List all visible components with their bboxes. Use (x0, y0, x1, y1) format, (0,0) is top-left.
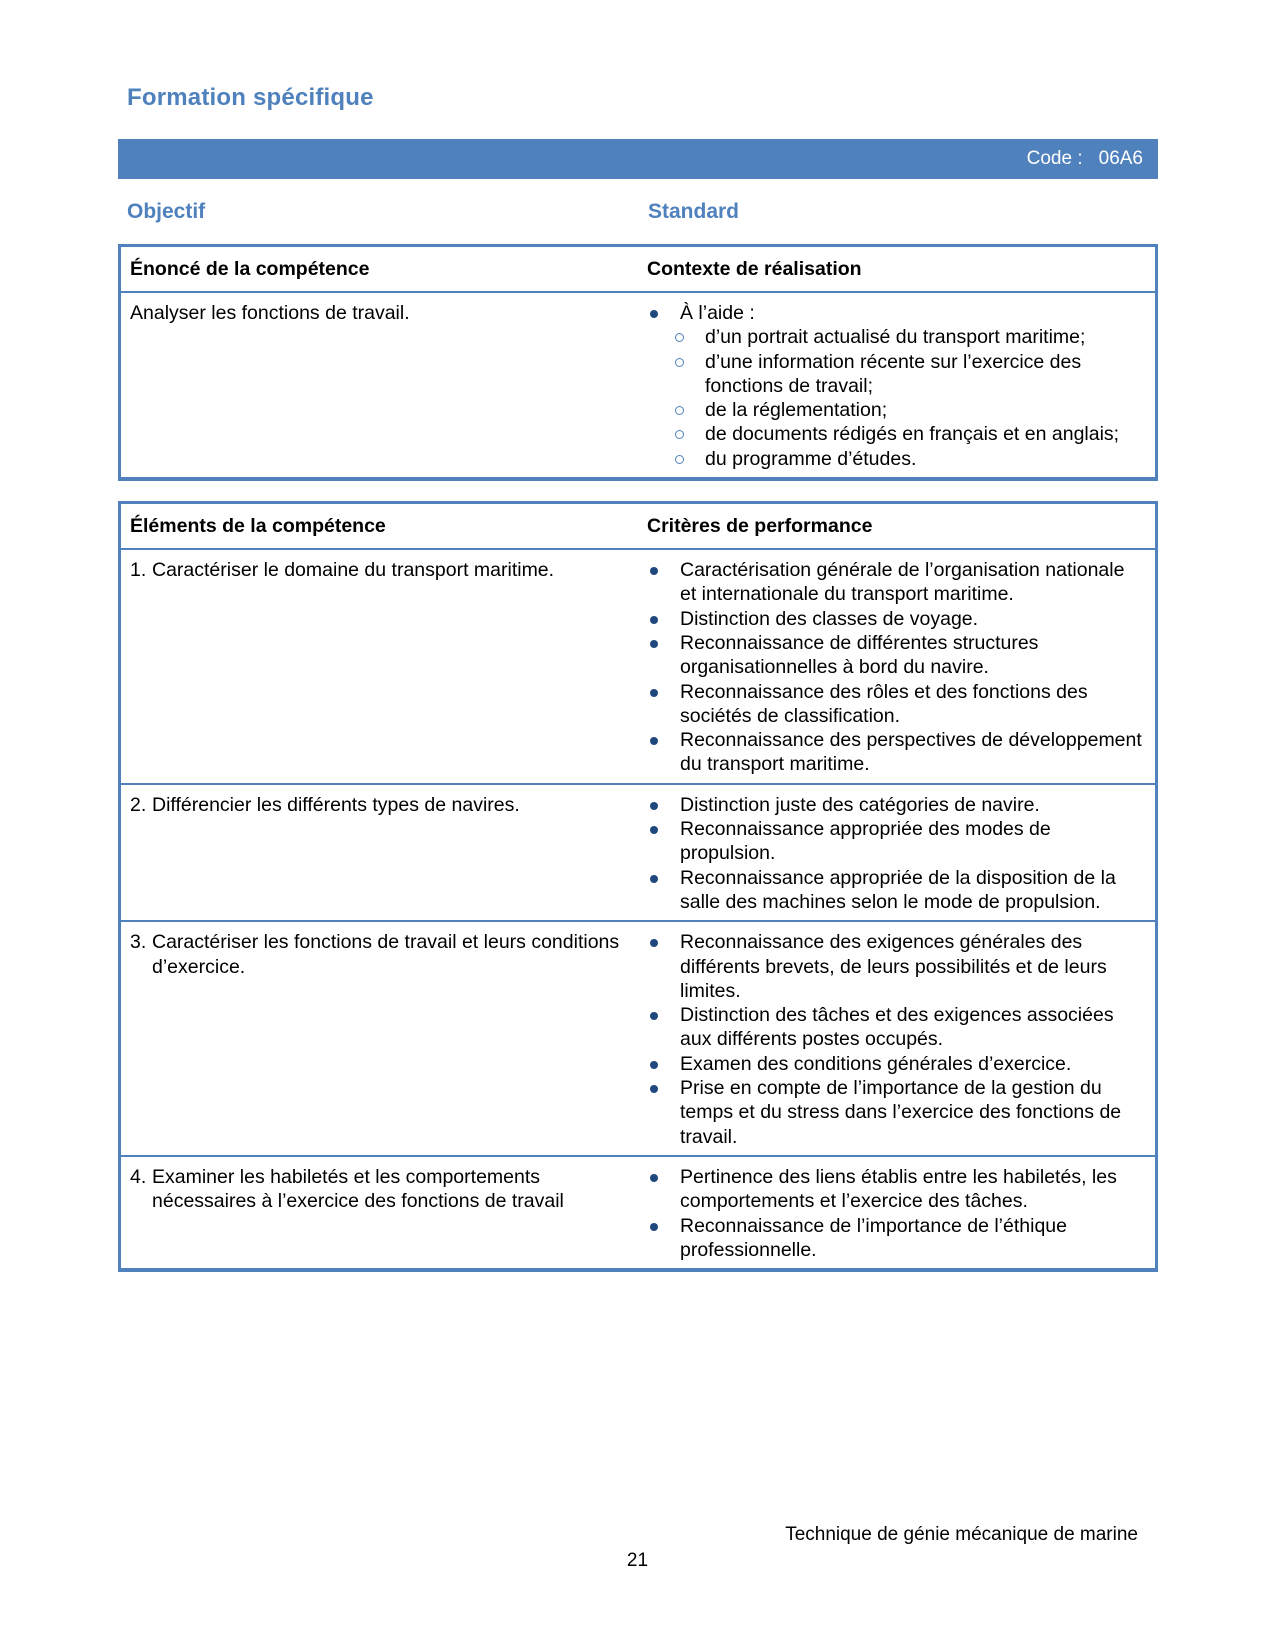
bullet-text: Pertinence des liens établis entre les habiletés, les comportements et l’exercice des tâches. (680, 1165, 1117, 1213)
competence-cell: Analyser les fonctions de travail. (130, 302, 410, 324)
bullet-item (647, 1165, 1143, 1214)
page-content (118, 0, 1158, 1272)
sub-bullet-item (675, 350, 1143, 399)
sub-bullet-item (675, 325, 1143, 349)
page-number: 21 (626, 1550, 649, 1571)
bullet-icon (650, 567, 658, 575)
sub-bullet-text: du programme d’études. (705, 447, 917, 470)
enonce-table (118, 244, 1158, 481)
criteria-bullet-list (647, 793, 1143, 914)
criteria-bullet-list (647, 1165, 1143, 1262)
bullet-item (647, 680, 1143, 729)
bullet-icon (650, 1012, 658, 1020)
sub-bullet-item (675, 447, 1143, 471)
numbered-item (130, 930, 626, 979)
sub-bullet-list (680, 325, 1143, 471)
numbered-item (130, 793, 626, 817)
bullet-icon (650, 1223, 658, 1231)
numbered-item (130, 1165, 626, 1214)
bullet-text: Reconnaissance de l’importance de l’éthique professionnelle. (680, 1214, 1067, 1261)
bullet-text: Reconnaissance appropriée des modes de propulsion. (680, 818, 1051, 865)
bullet-item (647, 1052, 1143, 1076)
item-number: 2. (130, 793, 147, 816)
bullet-text: Reconnaissance de différentes structures organisationnelles à bord du navire. (680, 631, 1039, 679)
bullet-icon (650, 737, 658, 745)
bullet-item (647, 631, 1143, 680)
table-row (120, 784, 1157, 921)
sub-bullet-text: de la réglementation; (705, 399, 888, 422)
bullet-text: Reconnaissance des perspectives de développement du transport maritime. (680, 729, 1142, 776)
bullet-text: À l’aide : (680, 302, 755, 324)
bullet-icon (650, 689, 658, 697)
elements-header-cell: Éléments de la compétence (120, 503, 639, 550)
bullet-text: Reconnaissance des rôles et des fonctions des sociétés de classification. (680, 680, 1088, 727)
bullet-icon (650, 310, 658, 318)
circle-bullet-icon (675, 455, 684, 464)
element-cell (120, 1156, 639, 1270)
elements-header-row (120, 503, 1157, 550)
bullet-text: Distinction des tâches et des exigences associées aux différents postes occupés. (680, 1004, 1114, 1051)
standard-heading: Standard (648, 200, 740, 223)
bullet-item (647, 1214, 1143, 1263)
enonce-header-row (120, 246, 1157, 293)
bullet-item (647, 1003, 1143, 1052)
element-cell (120, 921, 639, 1156)
bullet-text: Prise en compte de l’importance de la gestion du temps et du stress dans l’exercice des fonctions de travail. (680, 1077, 1122, 1148)
criteria-bullet-list (647, 930, 1143, 1149)
code-value: 06A6 (1098, 148, 1143, 169)
bullet-text: Reconnaissance des exigences générales des différents brevets, de leurs possibilités et de leurs limites. (680, 931, 1107, 1002)
circle-bullet-icon (675, 358, 684, 367)
elements-table (118, 501, 1158, 1272)
code-bar (118, 139, 1158, 179)
criteria-cell (638, 921, 1157, 1156)
item-number: 1. (130, 559, 147, 582)
item-text: Caractériser les fonctions de travail et leurs conditions d’exercice. (152, 931, 620, 978)
bullet-icon (650, 875, 658, 883)
sub-bullet-item (675, 422, 1143, 446)
contexte-bullet-list (647, 301, 1143, 471)
item-text: Caractériser le domaine du transport maritime. (152, 559, 555, 582)
bullet-item (647, 930, 1143, 1003)
criteres-header-cell: Critères de performance (638, 503, 1157, 550)
bullet-text: Distinction juste des catégories de navire. (680, 793, 1040, 816)
bullet-item (647, 607, 1143, 631)
item-text: Différencier les différents types de navires. (152, 793, 520, 816)
bullet-icon (650, 1061, 658, 1069)
criteria-cell (638, 549, 1157, 784)
enonce-header-cell: Énoncé de la compétence (120, 246, 639, 293)
table-row (120, 549, 1157, 784)
bullet-icon (650, 640, 658, 648)
bullet-text: Reconnaissance appropriée de la disposition de la salle des machines selon le mode de propulsion. (680, 866, 1116, 913)
bullet-item (647, 558, 1143, 607)
bullet-text: Examen des conditions générales d’exercice. (680, 1052, 1072, 1075)
bullet-item (647, 1076, 1143, 1149)
sub-bullet-item (675, 398, 1143, 422)
bullet-icon (650, 826, 658, 834)
criteria-cell (638, 1156, 1157, 1270)
numbered-item (130, 558, 626, 582)
table-row (120, 1156, 1157, 1270)
bullet-icon (650, 1174, 658, 1182)
bullet-text: Distinction des classes de voyage. (680, 607, 979, 630)
bullet-item (647, 793, 1143, 817)
criteria-bullet-list (647, 558, 1143, 777)
element-cell (120, 549, 639, 784)
criteria-cell (638, 784, 1157, 921)
circle-bullet-icon (675, 430, 684, 439)
bullet-item (647, 817, 1143, 866)
bullet-icon (650, 1085, 658, 1093)
item-number: 3. (130, 931, 147, 954)
bullet-icon (650, 802, 658, 810)
code-label: Code : (1026, 148, 1083, 169)
contexte-header-cell: Contexte de réalisation (638, 246, 1157, 293)
footer-program-name: Technique de génie mécanique de marine (785, 1524, 1138, 1545)
circle-bullet-icon (675, 406, 684, 415)
bullet-item (647, 728, 1143, 777)
bullet-text: Caractérisation générale de l’organisation nationale et internationale du transport maritime. (680, 559, 1125, 606)
sub-bullet-text: d’une information récente sur l’exercice des fonctions de travail; (705, 350, 1082, 397)
contexte-cell (638, 292, 1157, 479)
item-text: Examiner les habiletés et les comportements nécessaires à l’exercice des fonctions de travail (152, 1165, 564, 1213)
item-number: 4. (130, 1165, 147, 1188)
sub-bullet-text: d’un portrait actualisé du transport maritime; (705, 326, 1086, 349)
objectif-heading: Objectif (127, 200, 206, 223)
table-row (120, 292, 1157, 479)
sub-bullet-text: de documents rédigés en français et en anglais; (705, 423, 1120, 446)
bullet-icon (650, 939, 658, 947)
circle-bullet-icon (675, 333, 684, 342)
bullet-icon (650, 616, 658, 624)
bullet-item (647, 301, 1143, 471)
table-row (120, 921, 1157, 1156)
column-headings (118, 200, 1158, 224)
page-title: Formation spécifique (127, 84, 374, 111)
element-cell (120, 784, 639, 921)
bullet-item (647, 866, 1143, 915)
